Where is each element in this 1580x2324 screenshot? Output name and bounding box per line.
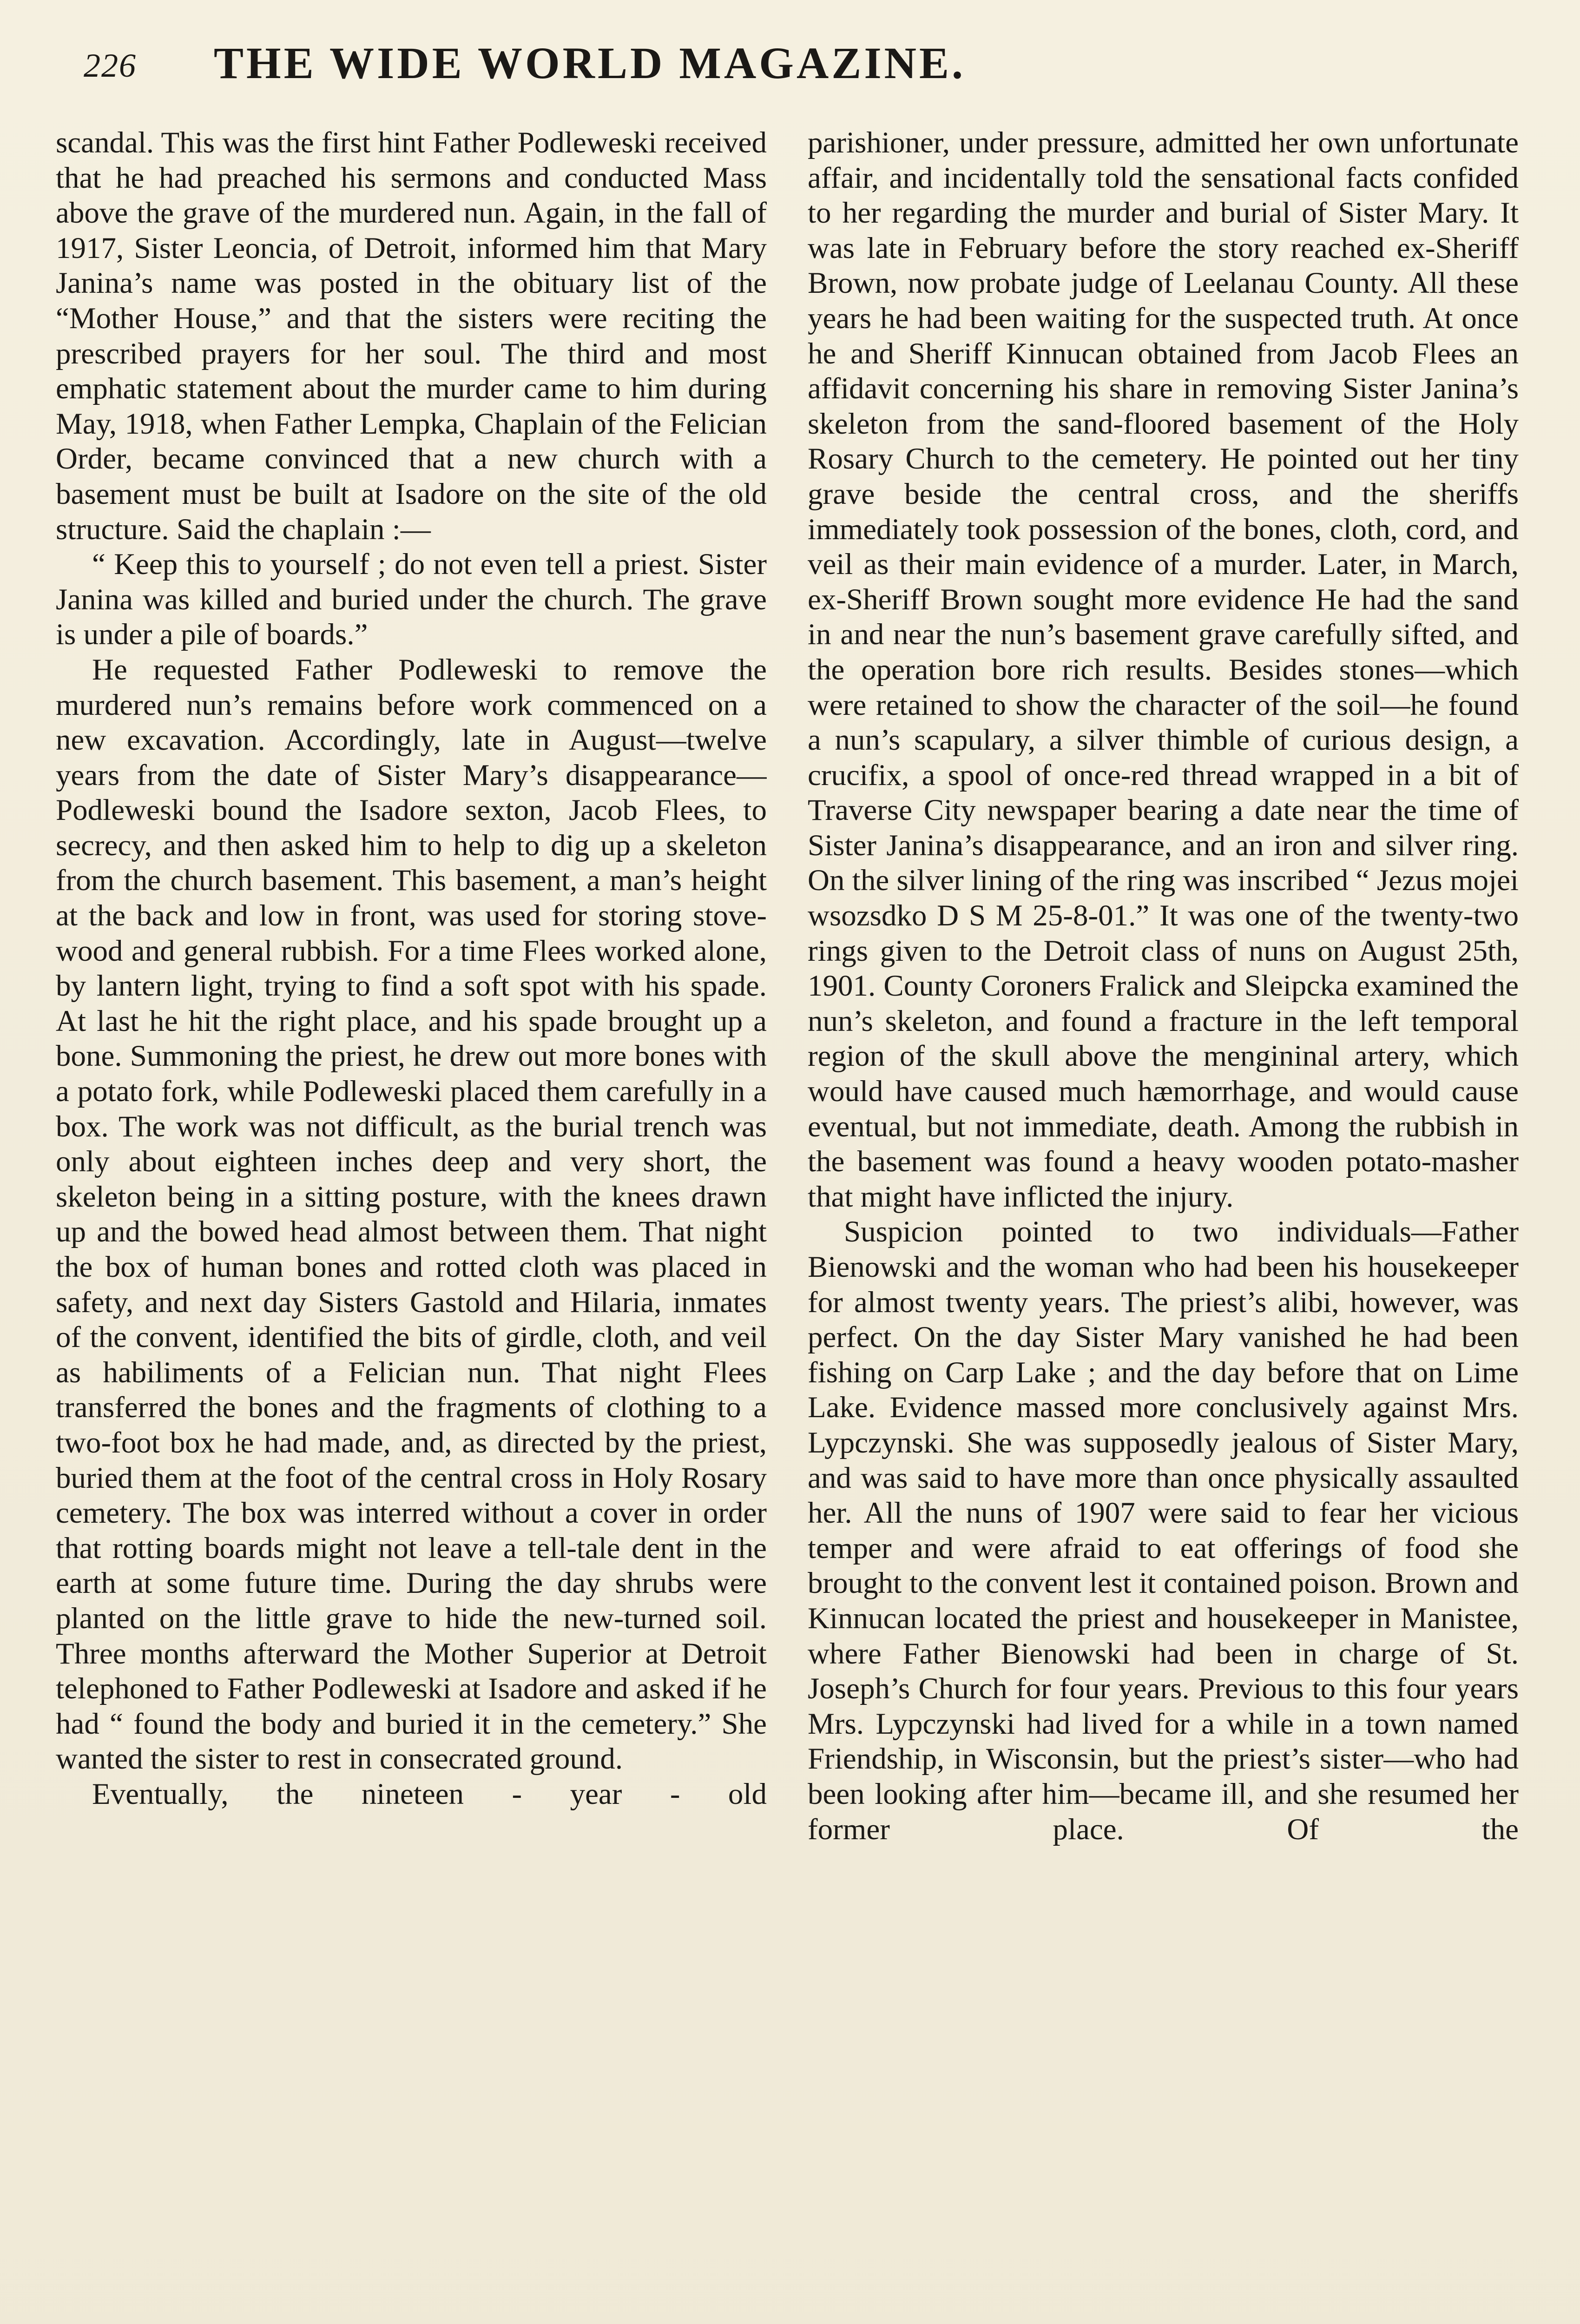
- left-paragraph-2: “ Keep this to yourself ; do not even tell a priest. Sister Janina was killed and buried under the church. The grave is under a pile of boards.”: [56, 548, 767, 652]
- left-column: [56, 125, 767, 2324]
- right-column: [808, 125, 1519, 2324]
- left-paragraph-4: Eventually, the nineteen - year - old: [92, 1777, 767, 1811]
- left-paragraph-3: He requested Father Podleweski to remove the murdered nun’s remains before work commenced on a new excavation. Accordingly, late in August—twelve years from the date of Sister Mary’s disappearance—Podleweski bound the Isadore sexton, Jacob Flees, to secrecy, and then asked him to help to dig up a skeleton from the church basement. This basement, a man’s height at the back and low in front, was used for storing stove-wood and general rubbish. For a time Flees worked alone, by lantern light, trying to find a soft spot with his spade. At last he hit the right place, and his spade brought up a bone. Summoning the priest, he drew out more bones with a potato fork, while Podleweski placed them carefully in a box. The work was not difficult, as the burial trench was only about eighteen inches deep and very short, the skeleton being in a sitting posture, with the knees drawn up and the bowed head almost between them. That night the box of human bones and rotted cloth was placed in safety, and next day Sisters Gastold and Hilaria, inmates of the convent, identified the bits of girdle, cloth, and veil as habiliments of a Felician nun. That night Flees transferred the bones and the fragments of clothing to a two-foot box he had made, and, as directed by the priest, buried them at the foot of the central cross in Holy Rosary cemetery. The box was interred without a cover in order that rotting boards might not leave a tell-tale dent in the earth at some future time. During the day shrubs were planted on the little grave to hide the new-turned soil. Three months afterward the Mother Superior at Detroit telephoned to Father Podleweski at Isadore and asked if he had “ found the body and buried it in the cemetery.” She wanted the sister to rest in consecrated ground.: [56, 653, 767, 1776]
- right-paragraph-2: Suspicion pointed to two individuals—Father Bienowski and the woman who had been his housekeeper for almost twenty years. The priest’s alibi, however, was perfect. On the day Sister Mary vanished he had been fishing on Carp Lake ; and the day before that on Lime Lake. Evidence massed more conclusively against Mrs. Lypczynski. She was supposedly jealous of Sister Mary, and was said to have more than once physically assaulted her. All the nuns of 1907 were said to fear her vicious temper and were afraid to eat offerings of food she brought to the convent lest it contained poison. Brown and Kinnucan located the priest and housekeeper in Manistee, where Father Bienowski had been in charge of St. Joseph’s Church for four years. Previous to this four years Mrs. Lypczynski had lived for a while in a town named Friendship, in Wisconsin, but the priest’s sister—who had been looking after him—became ill, and she resumed her former place. Of the: [808, 1215, 1519, 1846]
- magazine-title: THE WIDE WORLD MAGAZINE.: [214, 38, 966, 88]
- right-paragraph-1: parishioner, under pressure, admitted her own unfortunate affair, and incidentally told the sensational facts confided to her regarding the murder and burial of Sister Mary. It was late in February before the story reached ex-Sheriff Brown, now probate judge of Leelanau County. All these years he had been waiting for the suspected truth. At once he and Sheriff Kinnucan obtained from Jacob Flees an affidavit concerning his share in removing Sister Janina’s skeleton from the sand-floored basement of the Holy Rosary Church to the cemetery. He pointed out her tiny grave beside the central cross, and the sheriffs immediately took possession of the bones, cloth, cord, and veil as their main evidence of a murder. Later, in March, ex-Sheriff Brown sought more evidence He had the sand in and near the nun’s basement grave carefully sifted, and the operation bore rich results. Besides stones—which were retained to show the character of the soil—he found a nun’s scapulary, a silver thimble of curious design, a crucifix, a spool of once-red thread wrapped in a bit of Traverse City newspaper bearing a date near the time of Sister Janina’s disappearance, and an iron and silver ring. On the silver lining of the ring was inscribed “ Jezus mojei wsozsdko D S M 25-8-01.” It was one of the twenty-two rings given to the Detroit class of nuns on August 25th, 1901. County Coroners Fralick and Sleipcka examined the nun’s skeleton, and found a fracture in the left temporal region of the skull above the mengininal artery, which would have caused much hæmorrhage, and would cause eventual, but not immediate, death. Among the rubbish in the basement was found a heavy wooden potato-masher that might have inflicted the injury.: [808, 126, 1519, 1214]
- page-header: [56, 37, 1534, 98]
- left-paragraph-1: scandal. This was the first hint Father Podleweski received that he had preached his sermons and conducted Mass above the grave of the murdered nun. Again, in the fall of 1917, Sister Leoncia, of Detroit, informed him that Mary Janina’s name was posted in the obituary list of the “Mother House,” and that the sisters were reciting the prescribed prayers for her soul. The third and most emphatic statement about the murder came to him during May, 1918, when Father Lempka, Chaplain of the Felician Order, became convinced that a new church with a basement must be built at Isadore on the site of the old structure. Said the chaplain :—: [56, 126, 767, 546]
- page-number: 226: [84, 47, 137, 84]
